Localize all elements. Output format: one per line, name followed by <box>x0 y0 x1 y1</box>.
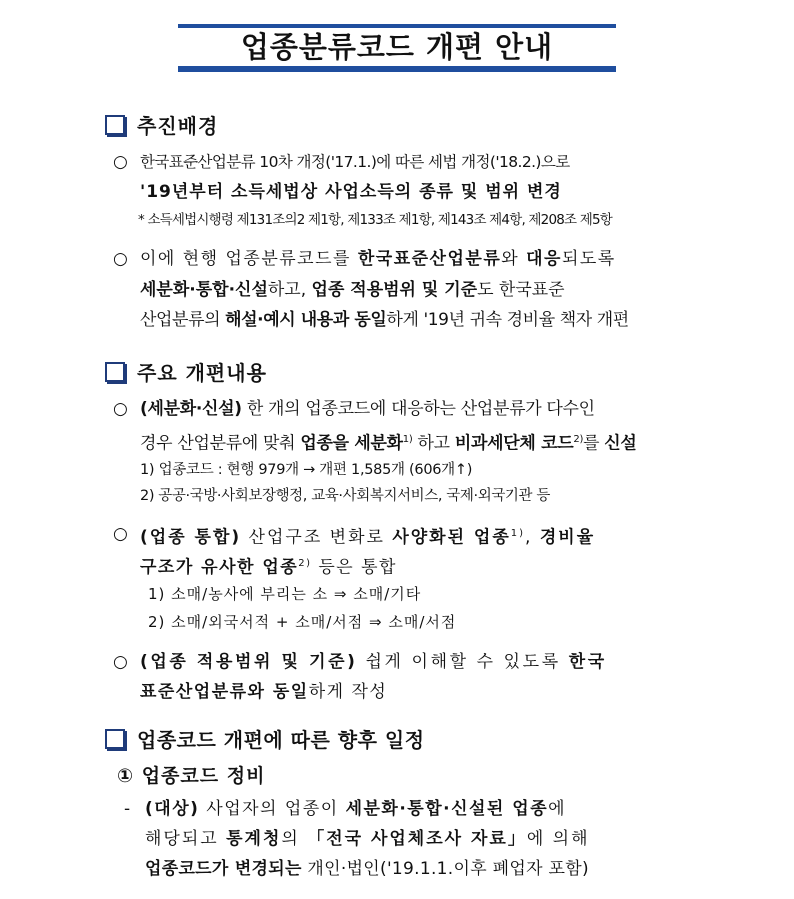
section-main-header <box>105 357 267 386</box>
bullet-circle-icon: ○ <box>113 399 128 419</box>
paragraph-line: 구조가 유사한 업종$^{2)}$ 등은 통합 <box>140 557 397 578</box>
schedule-item-title: ① 업종코드 정비 <box>117 765 266 787</box>
footnote: 1) 업종코드 : 현행 979개 → 개편 1,585개 (606개↑) <box>140 462 473 478</box>
checkbox-icon <box>105 362 125 382</box>
paragraph-line: 표준산업분류와 동일하게 작성 <box>140 682 388 702</box>
paragraph-line: (업종 통합) 산업구조 변화로 사양화된 업종$^{1)}$, 경비율 <box>140 527 596 548</box>
footnote: 2) 공공·국방·사회보장행정, 교육·사회복지서비스, 국제·외국기관 등 <box>140 488 550 504</box>
section-title: 추진배경 <box>137 114 219 138</box>
bullet-circle-icon: ○ <box>113 152 128 172</box>
title-banner <box>178 24 616 72</box>
bullet-circle-icon: ○ <box>113 524 128 544</box>
paragraph-line: 한국표준산업분류 10차 개정('17.1.)에 따른 세법 개정('18.2.)으로 <box>140 153 570 171</box>
section-schedule-header <box>105 724 425 753</box>
checkbox-icon <box>105 729 125 749</box>
title-bottom-rule <box>178 66 616 72</box>
checkbox-icon <box>105 115 125 135</box>
paragraph-line: 이에 현행 업종분류코드를 한국표준산업분류와 대응되도록 <box>140 249 616 269</box>
paragraph-line: 세분화·통합·신설하고, 업종 적용범위 및 기준도 한국표준 <box>140 280 565 300</box>
footnote: 1) 소매/농사에 부리는 소 ⇒ 소매/기타 <box>148 585 422 603</box>
footnote: 2) 소매/외국서적 + 소매/서점 ⇒ 소매/서점 <box>148 613 457 631</box>
paragraph-line: 경우 산업분류에 맞춰 업종을 세분화$^{1)}$ 하고 비과세단체 코드$^{2)}$를 신설 <box>140 433 637 454</box>
section-background-header <box>105 110 218 139</box>
paragraph-line: 산업분류의 해설·예시 내용과 동일하게 '19년 귀속 경비율 책자 개편 <box>140 310 629 330</box>
paragraph-line: (업종 적용범위 및 기준) 쉽게 이해할 수 있도록 한국 <box>140 652 607 672</box>
paragraph-line: 해당되고 통계청의 「전국 사업체조사 자료」에 의해 <box>145 829 590 849</box>
bullet-circle-icon: ○ <box>113 652 128 672</box>
section-title: 업종코드 개편에 따른 향후 일정 <box>137 728 425 752</box>
section-title: 주요 개편내용 <box>137 361 267 385</box>
footnote: * 소득세법시행령 제131조의2 제1항, 제133조 제1항, 제143조 제4항, 제208조 제5항 <box>138 212 613 228</box>
paragraph-line: (대상) 사업자의 업종이 세분화·통합·신설된 업종에 <box>145 799 567 819</box>
paragraph-line: (세분화·신설) 한 개의 업종코드에 대응하는 산업분류가 다수인 <box>140 399 595 419</box>
title-top-rule <box>178 24 616 28</box>
dash-bullet: - <box>124 799 131 819</box>
paragraph-line: 업종코드가 변경되는 개인·법인('19.1.1.이후 폐업자 포함) <box>145 859 589 879</box>
bullet-circle-icon: ○ <box>113 249 128 269</box>
paragraph-line-bold: '19년부터 소득세법상 사업소득의 종류 및 범위 변경 <box>140 182 562 202</box>
page-title: 업종분류코드 개편 안내 <box>240 30 554 64</box>
